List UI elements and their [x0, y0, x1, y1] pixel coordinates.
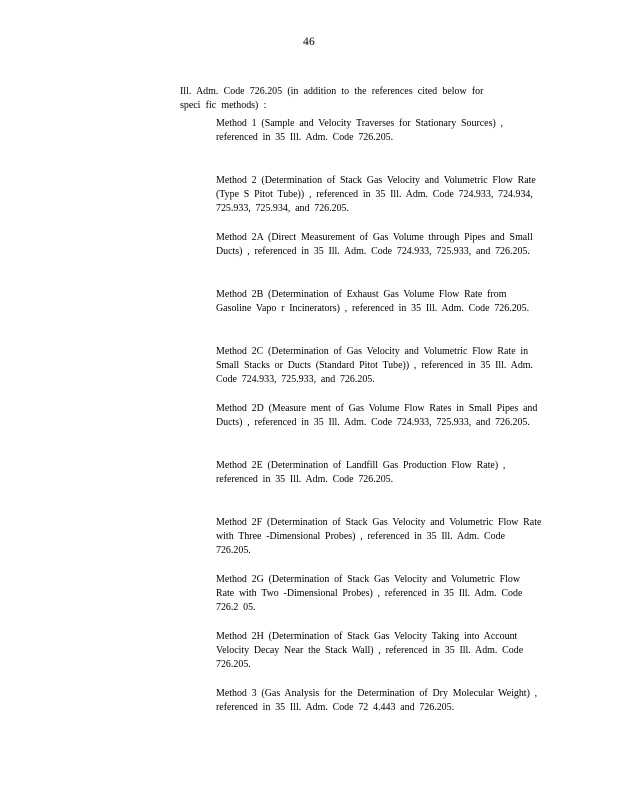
method-2d-entry: Method 2D (Measure ment of Gas Volume Flow Rates in Small Pipes and Ducts) , referenced in 35 Ill. Adm. Code 724.933, 725.933, and 726.205.	[216, 402, 538, 428]
method-1-entry: Method 1 (Sample and Velocity Traverses for Stationary Sources) , referenced in 35 Ill. Adm. Code 726.205.	[216, 117, 504, 143]
method-2f-entry: Method 2F (Determination of Stack Gas Velocity and Volumetric Flow Rate with Three -Dimensional Probes) , referenced in 35 Ill. Adm. Code 726.205.	[216, 516, 542, 556]
intro-paragraph: Ill. Adm. Code 726.205 (in addition to the references cited below for speci fic methods) :	[180, 84, 484, 111]
method-list	[216, 116, 543, 743]
method-2e-entry: Method 2E (Determination of Landfill Gas Production Flow Rate) , referenced in 35 Ill. Adm. Code 726.205.	[216, 459, 506, 485]
method-3-entry: Method 3 (Gas Analysis for the Determination of Dry Molecular Weight) , referenced in 35 Ill. Adm. Code 72 4.443 and 726.205.	[216, 687, 538, 713]
page-number: 46	[303, 36, 315, 48]
method-2h-entry: Method 2H (Determination of Stack Gas Velocity Taking into Account Velocity Decay Near the Stack Wall) , referenced in 35 Ill. Adm. Code 726.205.	[216, 630, 524, 670]
method-2g-entry: Method 2G (Determination of Stack Gas Velocity and Volumetric Flow Rate with Two -Dimensional Probes) , referenced in 35 Ill. Adm. Code 726.2 05.	[216, 573, 523, 613]
method-2a-entry: Method 2A (Direct Measurement of Gas Volume through Pipes and Small Ducts) , referenced in 35 Ill. Adm. Code 724.933, 725.933, and 726.205.	[216, 231, 533, 257]
method-2-entry: Method 2 (Determination of Stack Gas Velocity and Volumetric Flow Rate (Type S Pitot Tube)) , referenced in 35 Ill. Adm. Code 724.933, 724.934, 725.933, 725.934, and 726.205.	[216, 174, 536, 214]
method-2b-entry: Method 2B (Determination of Exhaust Gas Volume Flow Rate from Gasoline Vapo r Incinerators) , referenced in 35 Ill. Adm. Code 726.205.	[216, 288, 530, 314]
method-2c-entry: Method 2C (Determination of Gas Velocity and Volumetric Flow Rate in Small Stacks or Ducts (Standard Pitot Tube)) , referenced in 35 Ill. Adm. Code 724.933, 725.933, and 726.205.	[216, 345, 534, 385]
